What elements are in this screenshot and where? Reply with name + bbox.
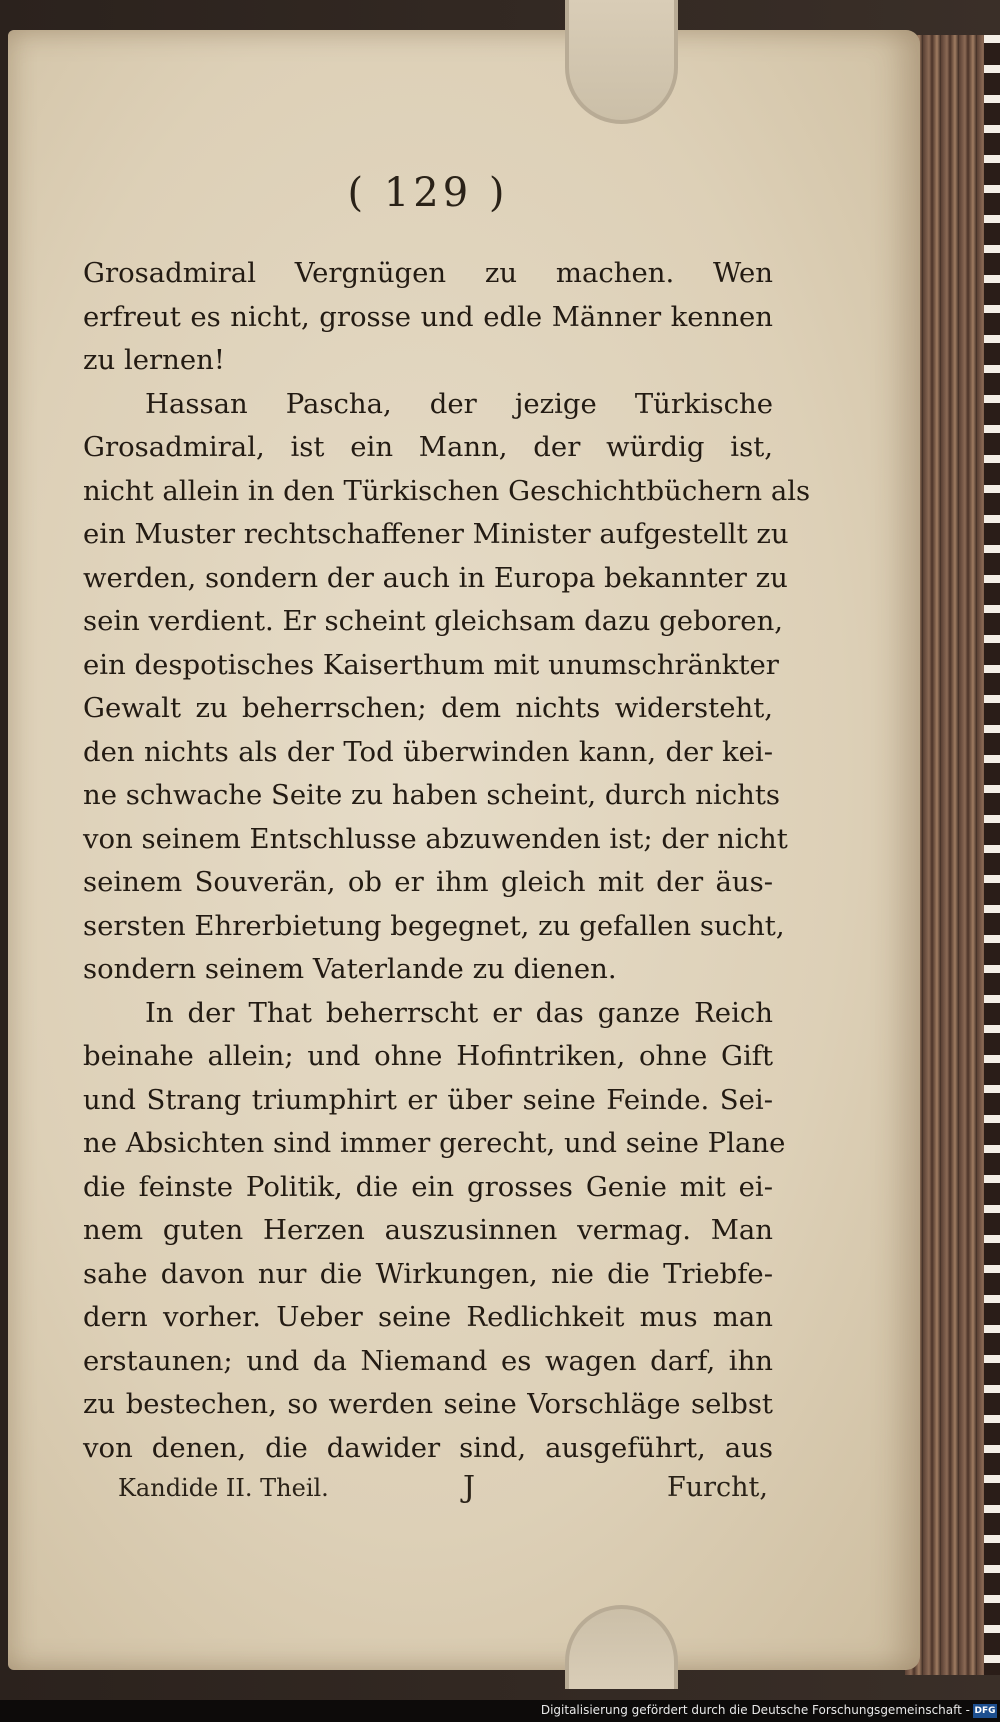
page-number: ( 129 ): [347, 170, 509, 216]
text-line: sondern seinem Vaterlande zu dienen.: [83, 953, 617, 985]
text-line: den nichts als der Tod überwinden kann, der kei-: [83, 735, 773, 768]
text-line: erfreut es nicht, grosse und edle Männer kennen: [83, 300, 773, 333]
text-line: nem guten Herzen auszusinnen vermag. Man: [83, 1214, 773, 1246]
text-line: zu lernen!: [83, 344, 225, 376]
text-line: werden, sondern der auch in Europa bekannter zu: [83, 561, 788, 594]
text-line: ein despotisches Kaiserthum mit unumschränkter: [83, 648, 779, 681]
text-line: von seinem Entschlusse abzuwenden ist; der nicht: [83, 822, 788, 855]
text-line: Grosadmiral Vergnügen zu machen. Wen: [83, 257, 773, 289]
text-line: In der That beherrscht er das ganze Reich: [145, 996, 773, 1029]
text-line: ne schwache Seite zu haben scheint, durch nichts: [83, 779, 781, 811]
text-line: die feinste Politik, die ein grosses Genie mit ei-: [83, 1170, 773, 1203]
text-line: sahe davon nur die Wirkungen, nie die Triebfe-: [83, 1257, 773, 1290]
signature-mark: J: [463, 1470, 476, 1505]
text-line: Hassan Pascha, der jezige Türkische: [145, 387, 773, 420]
text-line: beinahe allein; und ohne Hofintriken, ohne Gift: [83, 1040, 773, 1072]
book-page: [8, 30, 920, 1670]
text-line: sein verdient. Er scheint gleichsam dazu geboren,: [83, 605, 784, 637]
text-line: von denen, die dawider sind, ausgeführt, aus: [83, 1431, 773, 1464]
text-line: ein Muster rechtschaffener Minister aufgestellt zu: [83, 518, 789, 550]
text-line: Grosadmiral, ist ein Mann, der würdig ist,: [83, 431, 773, 463]
text-line: nicht allein in den Türkischen Geschichtbüchern als: [83, 474, 811, 507]
text-block: [83, 252, 811, 1470]
text-line: ne Absichten sind immer gerecht, und seine Plane: [83, 1127, 786, 1159]
text-line: Gewalt zu beherrschen; dem nichts widersteht,: [83, 692, 773, 724]
dfg-logo: DFG: [974, 1706, 996, 1716]
page-footer: [118, 1470, 768, 1510]
text-line: dern vorher. Ueber seine Redlichkeit mus man: [83, 1301, 773, 1333]
text-line: zu bestechen, so werden seine Vorschläge selbst: [83, 1388, 773, 1420]
text-line: und Strang triumphirt er über seine Feinde. Sei-: [83, 1083, 773, 1116]
text-line: sersten Ehrerbietung begegnet, zu gefallen sucht,: [83, 909, 785, 942]
credit-text: Digitalisierung gefördert durch die Deutsche Forschungsgemeinschaft -: [540, 1703, 970, 1717]
page-clip-top: [565, 0, 678, 124]
text-line: seinem Souverän, ob er ihm gleich mit der äus-: [83, 866, 773, 898]
text-line: erstaunen; und da Niemand es wagen darf, ihn: [83, 1344, 773, 1377]
catchword: Furcht,: [667, 1472, 768, 1503]
signature-label: Kandide II. Theil.: [118, 1474, 329, 1502]
